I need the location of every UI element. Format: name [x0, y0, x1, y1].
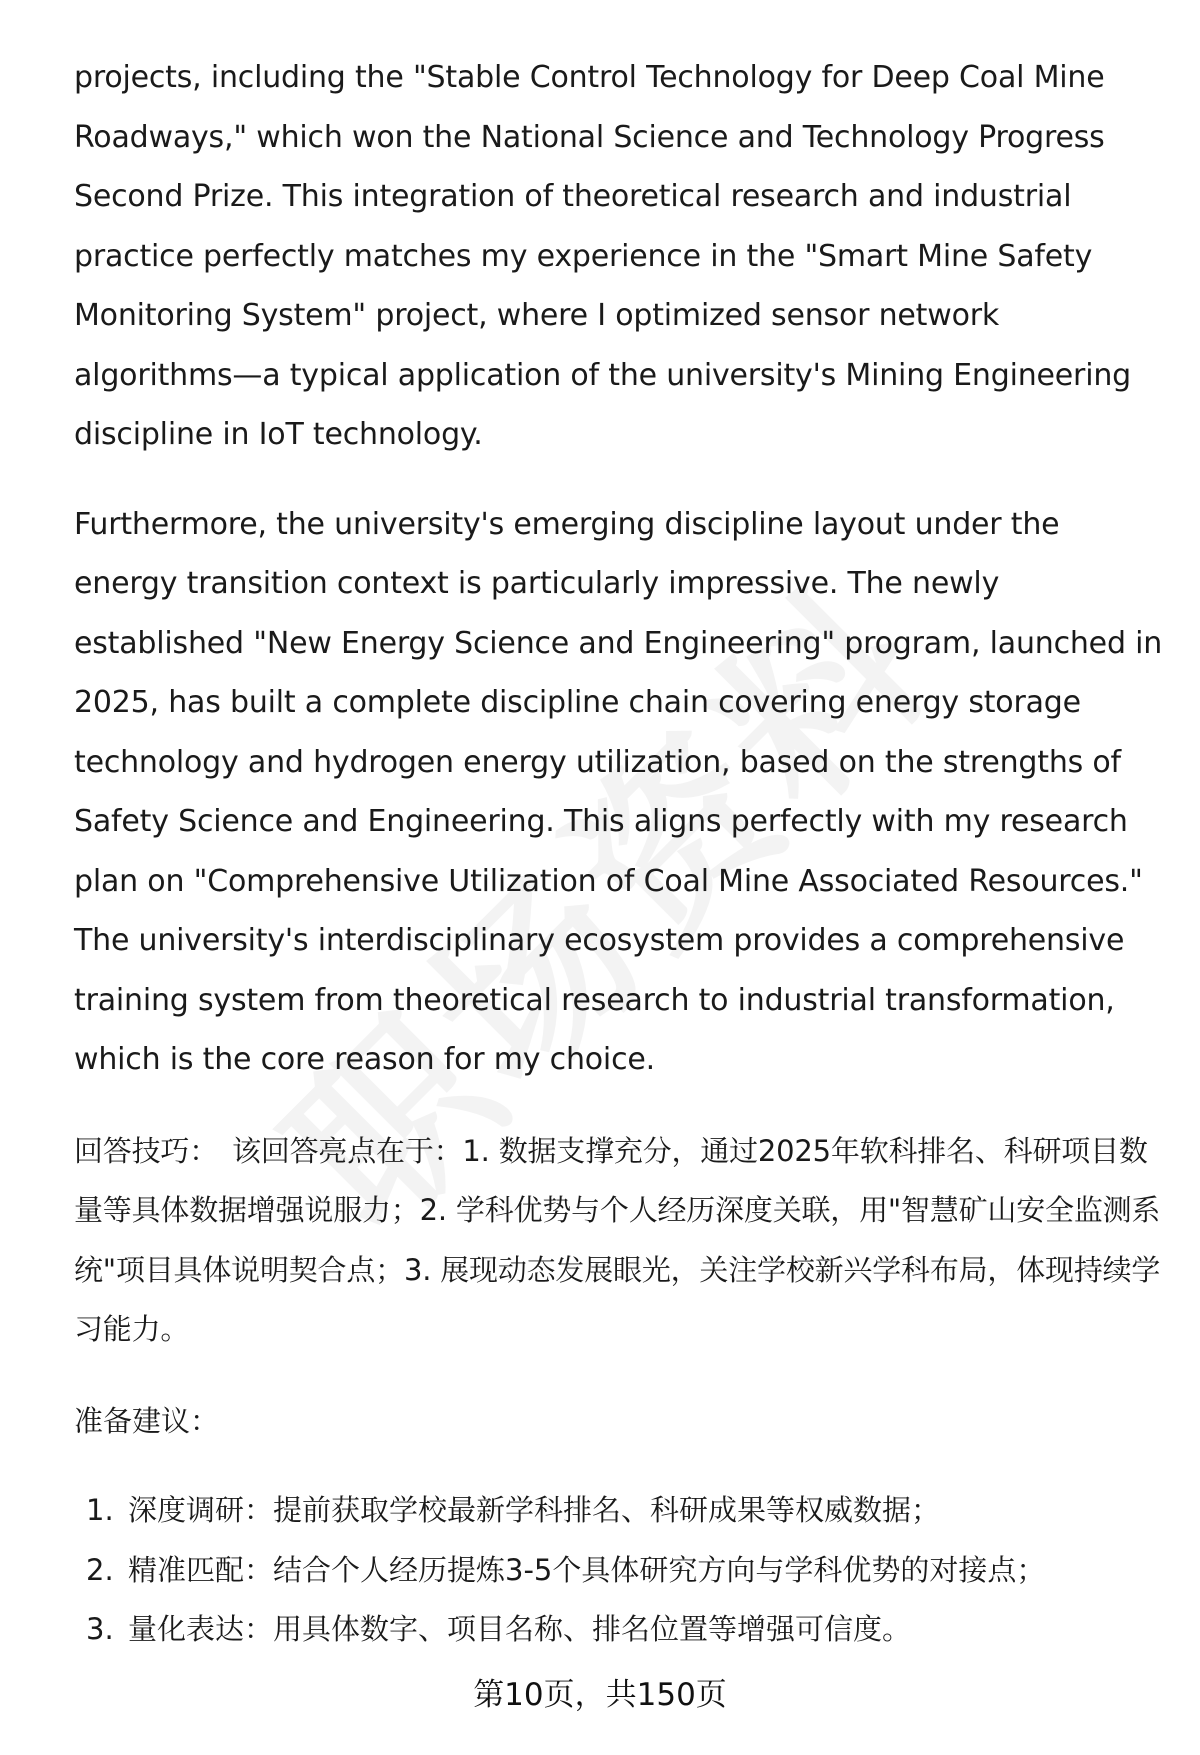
list-item: [74, 1481, 1164, 1541]
list-item-text: 深度调研：提前获取学校最新学科排名、科研成果等权威数据；: [128, 1493, 941, 1527]
list-item-number: 3.: [86, 1612, 114, 1646]
answer-tips: [74, 1122, 1164, 1360]
body-paragraph-2: Furthermore, the university's emerging discipline layout under the energy transition context is particularly impressive. The newly established "New Energy Science and Engineering" program, launched in 2025, has built a complete discipline chain covering energy storage technology and hydrogen energy utilization, based on the strengths of Safety Science and Engineering. This aligns perfectly with my research plan on "Comprehensive Utilization of Coal Mine Associated Resources." The university's interdisciplinary ecosystem provides a comprehensive training system from theoretical research to industrial transformation, which is the core reason for my choice.: [74, 506, 1163, 1077]
preparation-list: [74, 1481, 1164, 1660]
list-item-number: 1.: [86, 1493, 114, 1527]
document-page: [74, 48, 1164, 1660]
list-item: [74, 1600, 1164, 1660]
list-item-text: 量化表达：用具体数字、项目名称、排名位置等增强可信度。: [128, 1612, 912, 1646]
list-item-text: 精准匹配：结合个人经历提炼3-5个具体研究方向与学科优势的对接点；: [128, 1552, 1046, 1587]
page-number-footer: 第10页，共150页: [473, 1677, 727, 1713]
list-item: [74, 1541, 1164, 1601]
preparation-title: 准备建议：: [74, 1403, 220, 1438]
list-item-number: 2.: [86, 1552, 114, 1587]
answer-tips-label: 回答技巧：: [74, 1133, 219, 1168]
answer-tips-text: 该回答亮点在于：1. 数据支撑充分，通过2025年软科排名、科研项目数量等具体数据增强说服力；2. 学科优势与个人经历深度关联，用"智慧矿山安全监测系统"项目具体说明契合点；3. 展现动态发展眼光，关注学校新兴学科布局，体现持续学习能力。: [74, 1133, 1161, 1346]
body-paragraph-1: projects, including the "Stable Control Technology for Deep Coal Mine Roadways," which won the National Science and Technology Progress Second Prize. This integration of theoretical research and industrial practice perfectly matches my experience in the "Smart Mine Safety Monitoring System" project, where I optimized sensor network algorithms—a typical application of the university's Mining Engineering discipline in IoT technology.: [74, 60, 1131, 452]
